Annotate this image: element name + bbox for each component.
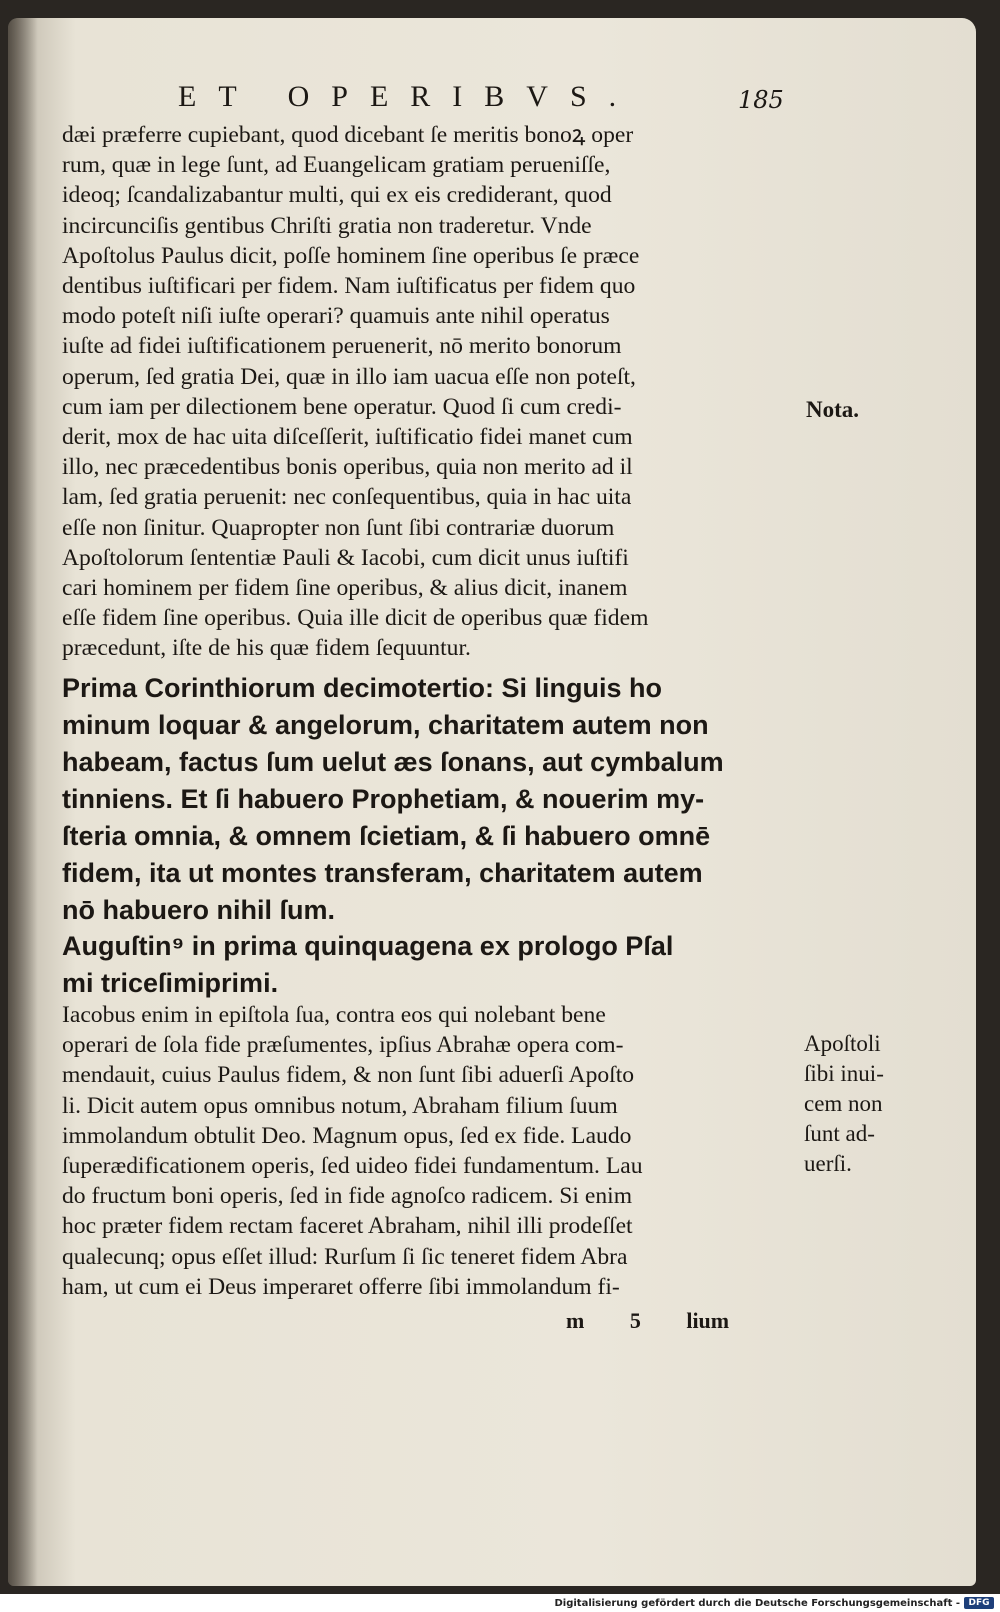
page-number: 185 <box>738 86 784 114</box>
footer-credit: Digitalisierung gefördert durch die Deutsche Forschungsgemeinschaft - <box>554 1598 960 1609</box>
text-line: dæi præferre cupiebant, quod dicebant ſe meritis bonoꝝ oper <box>62 122 634 148</box>
text-line: ham, ut cum ei Deus imperaret offerre ſibi immolandum fi- <box>62 1273 620 1300</box>
text-line: illo, nec præcedentibus bonis operibus, quia non merito ad il <box>62 454 633 481</box>
text-line: præcedunt, iſte de his quæ fidem ſequuntur. <box>62 635 471 662</box>
text-line: operari de ſola fide præſumentes, ipſius Abrahæ opera com- <box>62 1032 624 1059</box>
running-head: ET OPERIBVS. <box>178 80 639 113</box>
text-line: operum, ſed gratia Dei, quæ in illo iam uacua eſſe non poteſt, <box>62 363 636 390</box>
text-line: mendauit, cuius Paulus fidem, & non ſunt ſibi aduerſi Apoſto <box>62 1062 635 1089</box>
body-paragraph-2 <box>62 1000 802 1302</box>
text-line: qualecunq; opus eſſet illud: Rurſum ſi ſic teneret fidem Abra <box>62 1243 628 1270</box>
gutter-shadow <box>8 18 38 1586</box>
text-line: hoc præter fidem rectam faceret Abraham, nihil illi prodeſſet <box>62 1213 633 1240</box>
margin-note-apostoli <box>804 1029 914 1179</box>
heading-line: nō habuero nihil ſum. <box>62 895 335 925</box>
augustine-heading <box>62 928 802 1002</box>
text-line: immolandum obtulit Deo. Magnum opus, ſed ex fide. Laudo <box>62 1122 632 1149</box>
heading-line: minum loquar & angelorum, charitatem autem non <box>62 710 709 740</box>
text-line: ſuperædificationem operis, ſed uideo fidei fundamentum. Lau <box>62 1153 643 1180</box>
margin-note-line: Apoſtoli <box>804 1031 881 1056</box>
text-line: Iacobus enim in epiſtola ſua, contra eos qui nolebant bene <box>62 1002 606 1028</box>
heading-line: ſteria omnia, & omnem ſcietiam, & ſi habuero omnē <box>62 821 711 851</box>
heading-line: Auguſtin⁹ in prima quinquagena ex prologo Pſal <box>62 931 674 961</box>
margin-note-line: ſibi inui- <box>804 1061 884 1086</box>
text-line: rum, quæ in lege ſunt, ad Euangelicam gratiam perueniſſe, <box>62 152 611 179</box>
text-line: li. Dicit autem opus omnibus notum, Abraham filium ſuum <box>62 1092 618 1119</box>
text-line: iuſte ad fidei iuſtificationem peruenerit, nō merito bonorum <box>62 333 622 360</box>
text-line: incircunciſis gentibus Chriſti gratia non traderetur. Vnde <box>62 212 592 239</box>
heading-line: Prima Corinthiorum decimotertio: Si linguis ho <box>62 673 663 703</box>
catchword: m 5 lium <box>566 1308 730 1333</box>
scripture-heading <box>62 670 802 929</box>
text-line: derit, mox de hac uita diſceſſerit, iuſtificatio fidei manet cum <box>62 424 633 451</box>
text-line: eſſe fidem ſine operibus. Quia ille dicit de operibus quæ fidem <box>62 605 649 632</box>
heading-line: habeam, factus ſum uelut æs ſonans, aut cymbalum <box>62 747 724 777</box>
body-paragraph-1 <box>62 120 792 664</box>
text-line: eſſe non ſinitur. Quapropter non ſunt ſibi contrariæ duorum <box>62 514 615 541</box>
text-line: cari hominem per fidem ſine operibus, & alius dicit, inanem <box>62 575 628 602</box>
text-line: dentibus iuſtificari per fidem. Nam iuſtificatus per fidem quo <box>62 273 636 300</box>
margin-note-nota: Nota. <box>806 397 860 422</box>
margin-note-line: ſunt ad- <box>804 1121 875 1146</box>
heading-line: mi triceſimiprimi. <box>62 968 279 998</box>
text-line: ideoq; ſcandalizabantur multi, qui ex eis crediderant, quod <box>62 182 612 209</box>
text-line: cum iam per dilectionem bene operatur. Quod ſi cum credi- <box>62 393 622 420</box>
text-line: lam, ſed gratia peruenit: nec conſequentibus, quia in hac uita <box>62 484 632 511</box>
heading-line: fidem, ita ut montes transferam, charitatem autem <box>62 858 703 888</box>
margin-note-line: uerſi. <box>804 1151 852 1176</box>
heading-line: tinniens. Et ſi habuero Prophetiam, & nouerim my- <box>62 784 705 814</box>
text-line: Apoſtolorum ſententiæ Pauli & Iacobi, cum dicit unus iuſtifi <box>62 544 629 571</box>
text-line: modo poteſt niſi iuſte operari? quamuis ante nihil operatus <box>62 303 610 330</box>
text-line: do fructum boni operis, ſed in fide agnoſco radicem. Si enim <box>62 1183 633 1210</box>
dfg-logo: DFG <box>964 1597 994 1609</box>
margin-note-line: cem non <box>804 1091 883 1116</box>
text-line: Apoſtolus Paulus dicit, poſſe hominem ſine operibus ſe præce <box>62 242 640 269</box>
